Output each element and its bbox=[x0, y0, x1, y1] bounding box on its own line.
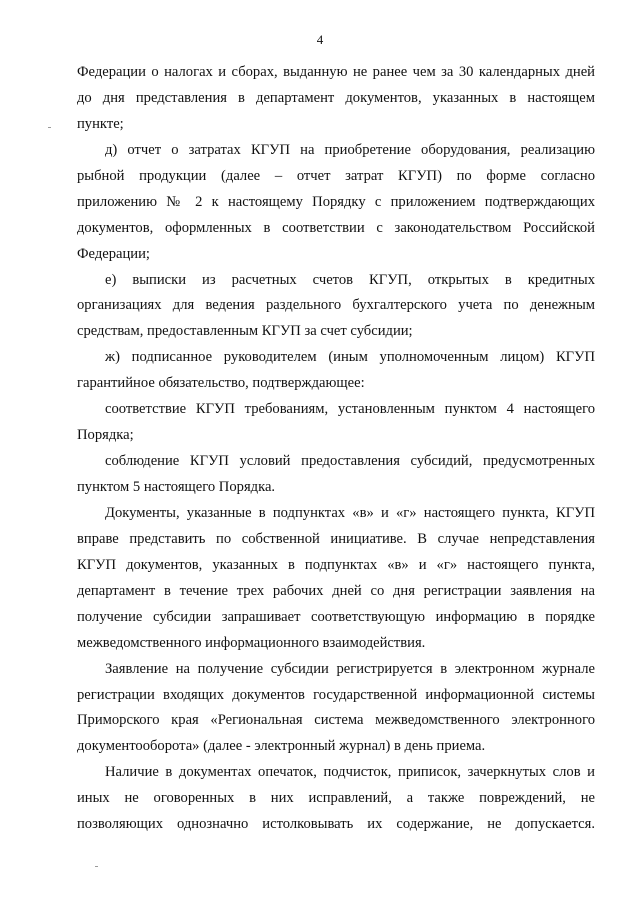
text-line: Приморского края «Региональная система межведомственного электронного bbox=[77, 712, 595, 729]
page-number: 4 bbox=[316, 32, 324, 47]
text-line: позволяющих однозначно истолковывать их содержание, не допускается. bbox=[77, 816, 595, 833]
text-line: соблюдение КГУП условий предоставления субсидий, предусмотренных bbox=[105, 453, 595, 470]
text-line: ж) подписанное руководителем (иным уполномоченным лицом) КГУП bbox=[105, 349, 595, 366]
text-line: Наличие в документах опечаток, подчисток, приписок, зачеркнутых слов и bbox=[105, 764, 595, 781]
text-line: документов, оформленных в соответствии с законодательством Российской bbox=[77, 219, 595, 236]
text-line: вправе представить по собственной инициативе. В случае непредставления bbox=[77, 530, 595, 547]
text-line: е) выписки из расчетных счетов КГУП, открытых в кредитных bbox=[105, 271, 595, 288]
text-line: межведомственного информационного взаимодействия. bbox=[77, 634, 426, 651]
text-line: департамент в течение трех рабочих дней со дня регистрации заявления на bbox=[77, 582, 595, 599]
text-line: КГУП документов, указанных в подпунктах «в» и «г» настоящего пункта, bbox=[77, 556, 595, 573]
text-line: Федерации о налогах и сборах, выданную не ранее чем за 30 календарных дней bbox=[77, 64, 595, 80]
text-line: средствам, предоставленным КГУП за счет субсидии; bbox=[77, 323, 413, 340]
text-line: Документы, указанные в подпунктах «в» и «г» настоящего пункта, КГУП bbox=[105, 504, 595, 521]
text-line: пункте; bbox=[77, 115, 124, 132]
text-line: приложению № 2 к настоящему Порядку с приложением подтверждающих bbox=[77, 193, 595, 210]
scan-mark bbox=[48, 127, 51, 128]
text-line: соответствие КГУП требованиям, установленным пунктом 4 настоящего bbox=[105, 401, 595, 418]
text-line: Порядка; bbox=[77, 427, 134, 444]
text-line: Федерации; bbox=[77, 245, 150, 262]
text-line: рыбной продукции (далее – отчет затрат КГУП) по форме согласно bbox=[77, 167, 595, 184]
text-line: д) отчет о затратах КГУП на приобретение оборудования, реализацию bbox=[105, 141, 595, 158]
text-line: регистрации входящих документов государственной информационной системы bbox=[77, 686, 595, 703]
text-line: Заявление на получение субсидии регистрируется в электронном журнале bbox=[105, 660, 595, 677]
text-line: получение субсидии запрашивает соответствующую информацию в порядке bbox=[77, 608, 595, 625]
body-text bbox=[77, 60, 595, 838]
text-line: гарантийное обязательство, подтверждающее: bbox=[77, 375, 365, 392]
text-line: документооборота» (далее - электронный журнал) в день приема. bbox=[77, 738, 486, 755]
text-line: до дня представления в департамент документов, указанных в настоящем bbox=[77, 89, 595, 106]
text-line: иных не оговоренных в них исправлений, а также повреждений, не bbox=[77, 790, 595, 807]
text-line: пунктом 5 настоящего Порядка. bbox=[77, 479, 276, 495]
scan-mark bbox=[95, 866, 98, 867]
text-line: организациях для ведения раздельного бухгалтерского учета по денежным bbox=[77, 297, 595, 314]
